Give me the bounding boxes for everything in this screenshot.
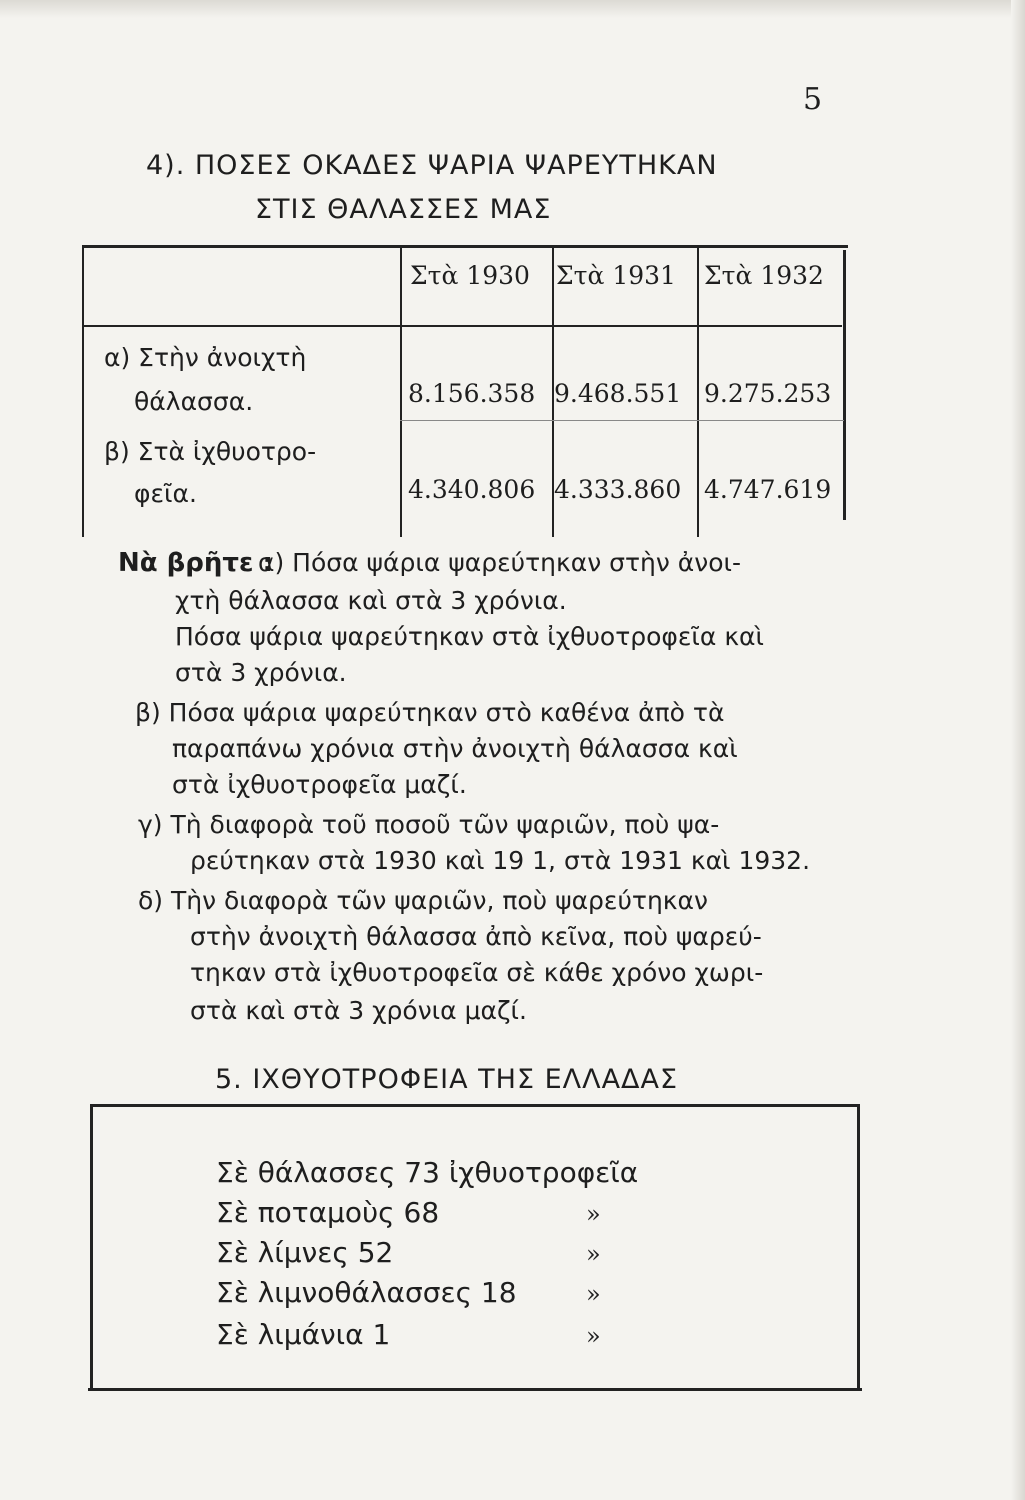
table-border-top	[82, 245, 848, 248]
question-line: χτὴ θάλασσα καὶ στὰ 3 χρόνια.	[175, 586, 567, 615]
question-line: γ) Τὴ διαφορὰ τοῦ ποσοῦ τῶν ψαριῶν, ποὺ ψα-	[138, 810, 720, 839]
fishfarm-item: Σὲ λιμάνια 1	[216, 1318, 391, 1351]
fishfarm-1930: 4.340.806	[408, 475, 536, 504]
ditto-mark: »	[586, 1322, 601, 1350]
fishfarm-item: Σὲ θάλασσες 73 ἰχθυοτροφεῖα	[216, 1156, 639, 1189]
question-line: α) Πόσα ψάρια ψαρεύτηκαν στὴν ἀνοι-	[258, 548, 741, 577]
fishfarm-1931: 4.333.860	[554, 475, 682, 504]
table-border-right	[843, 250, 846, 520]
question-line: Πόσα ψάρια ψαρεύτηκαν στὰ ἰχθυοτροφεῖα καὶ	[175, 622, 764, 651]
question-line: στὴν ἀνοιχτὴ θάλασσα ἀπὸ κεῖνα, ποὺ ψαρεύ-	[190, 922, 762, 951]
page-top-edge	[0, 0, 1025, 18]
open-sea-1930: 8.156.358	[408, 379, 536, 408]
ditto-mark: »	[586, 1280, 601, 1308]
question-line: δ) Τὴν διαφορὰ τῶν ψαριῶν, ποὺ ψαρεύτηκαν	[138, 886, 708, 915]
question-line: στὰ καὶ στὰ 3 χρόνια μαζί.	[190, 996, 527, 1025]
fish-catch-table	[82, 245, 848, 537]
questions-intro: Νὰ βρῆτε :	[118, 548, 273, 578]
row-fishfarm-label-2: φεῖα.	[134, 479, 197, 508]
table-row-divider	[400, 420, 844, 421]
page-number: 5	[803, 82, 823, 117]
section4-title-line2: ΣΤΙΣ ΘΑΛΑΣΣΕΣ ΜΑΣ	[255, 194, 552, 225]
fishfarm-item: Σὲ ποταμοὺς 68	[216, 1196, 440, 1229]
fishfarm-1932: 4.747.619	[704, 475, 832, 504]
open-sea-1931: 9.468.551	[554, 379, 682, 408]
fishfarm-item: Σὲ λιμνοθάλασσες 18	[216, 1276, 517, 1309]
header-1930: Στὰ 1930	[410, 261, 530, 290]
row-open-sea-label-2: θάλασσα.	[134, 387, 254, 416]
fish-farms-box	[90, 1104, 860, 1390]
row-open-sea-label-1: α) Στὴν ἀνοιχτὴ	[104, 343, 307, 372]
question-line: ρεύτηκαν στὰ 1930 καὶ 19 1, στὰ 1931 καὶ 1932.	[190, 846, 811, 875]
question-line: τηκαν στὰ ἰχθυοτροφεῖα σὲ κάθε χρόνο χωρι-	[190, 958, 764, 987]
question-line: παραπάνω χρόνια στὴν ἀνοιχτὴ θάλασσα καὶ	[172, 734, 738, 763]
page-right-edge	[1011, 0, 1025, 1500]
table-border-left	[82, 245, 84, 537]
fish-farms-box-bottom	[88, 1388, 862, 1391]
row-fishfarm-label-1: β) Στὰ ἰχθυοτρο-	[104, 437, 317, 466]
ditto-mark: »	[586, 1200, 601, 1228]
question-line: στὰ 3 χρόνια.	[175, 658, 347, 687]
question-line: στὰ ἰχθυοτροφεῖα μαζί.	[172, 770, 467, 799]
table-column-divider	[400, 245, 402, 537]
table-header-divider	[82, 325, 842, 327]
section5-title: 5. ΙΧΘΥΟΤΡΟΦΕΙΑ ΤΗΣ ΕΛΛΑΔΑΣ	[215, 1064, 679, 1095]
section4-title-line1: 4). ΠΟΣΕΣ ΟΚΑΔΕΣ ΨΑΡΙΑ ΨΑΡΕΥΤΗΚΑΝ	[146, 150, 718, 181]
table-column-divider	[697, 245, 699, 537]
open-sea-1932: 9.275.253	[704, 379, 832, 408]
header-1932: Στὰ 1932	[704, 261, 824, 290]
ditto-mark: »	[586, 1240, 601, 1268]
question-line: β) Πόσα ψάρια ψαρεύτηκαν στὸ καθένα ἀπὸ τὰ	[135, 698, 725, 727]
header-1931: Στὰ 1931	[556, 261, 676, 290]
fishfarm-item: Σὲ λίμνες 52	[216, 1236, 394, 1269]
